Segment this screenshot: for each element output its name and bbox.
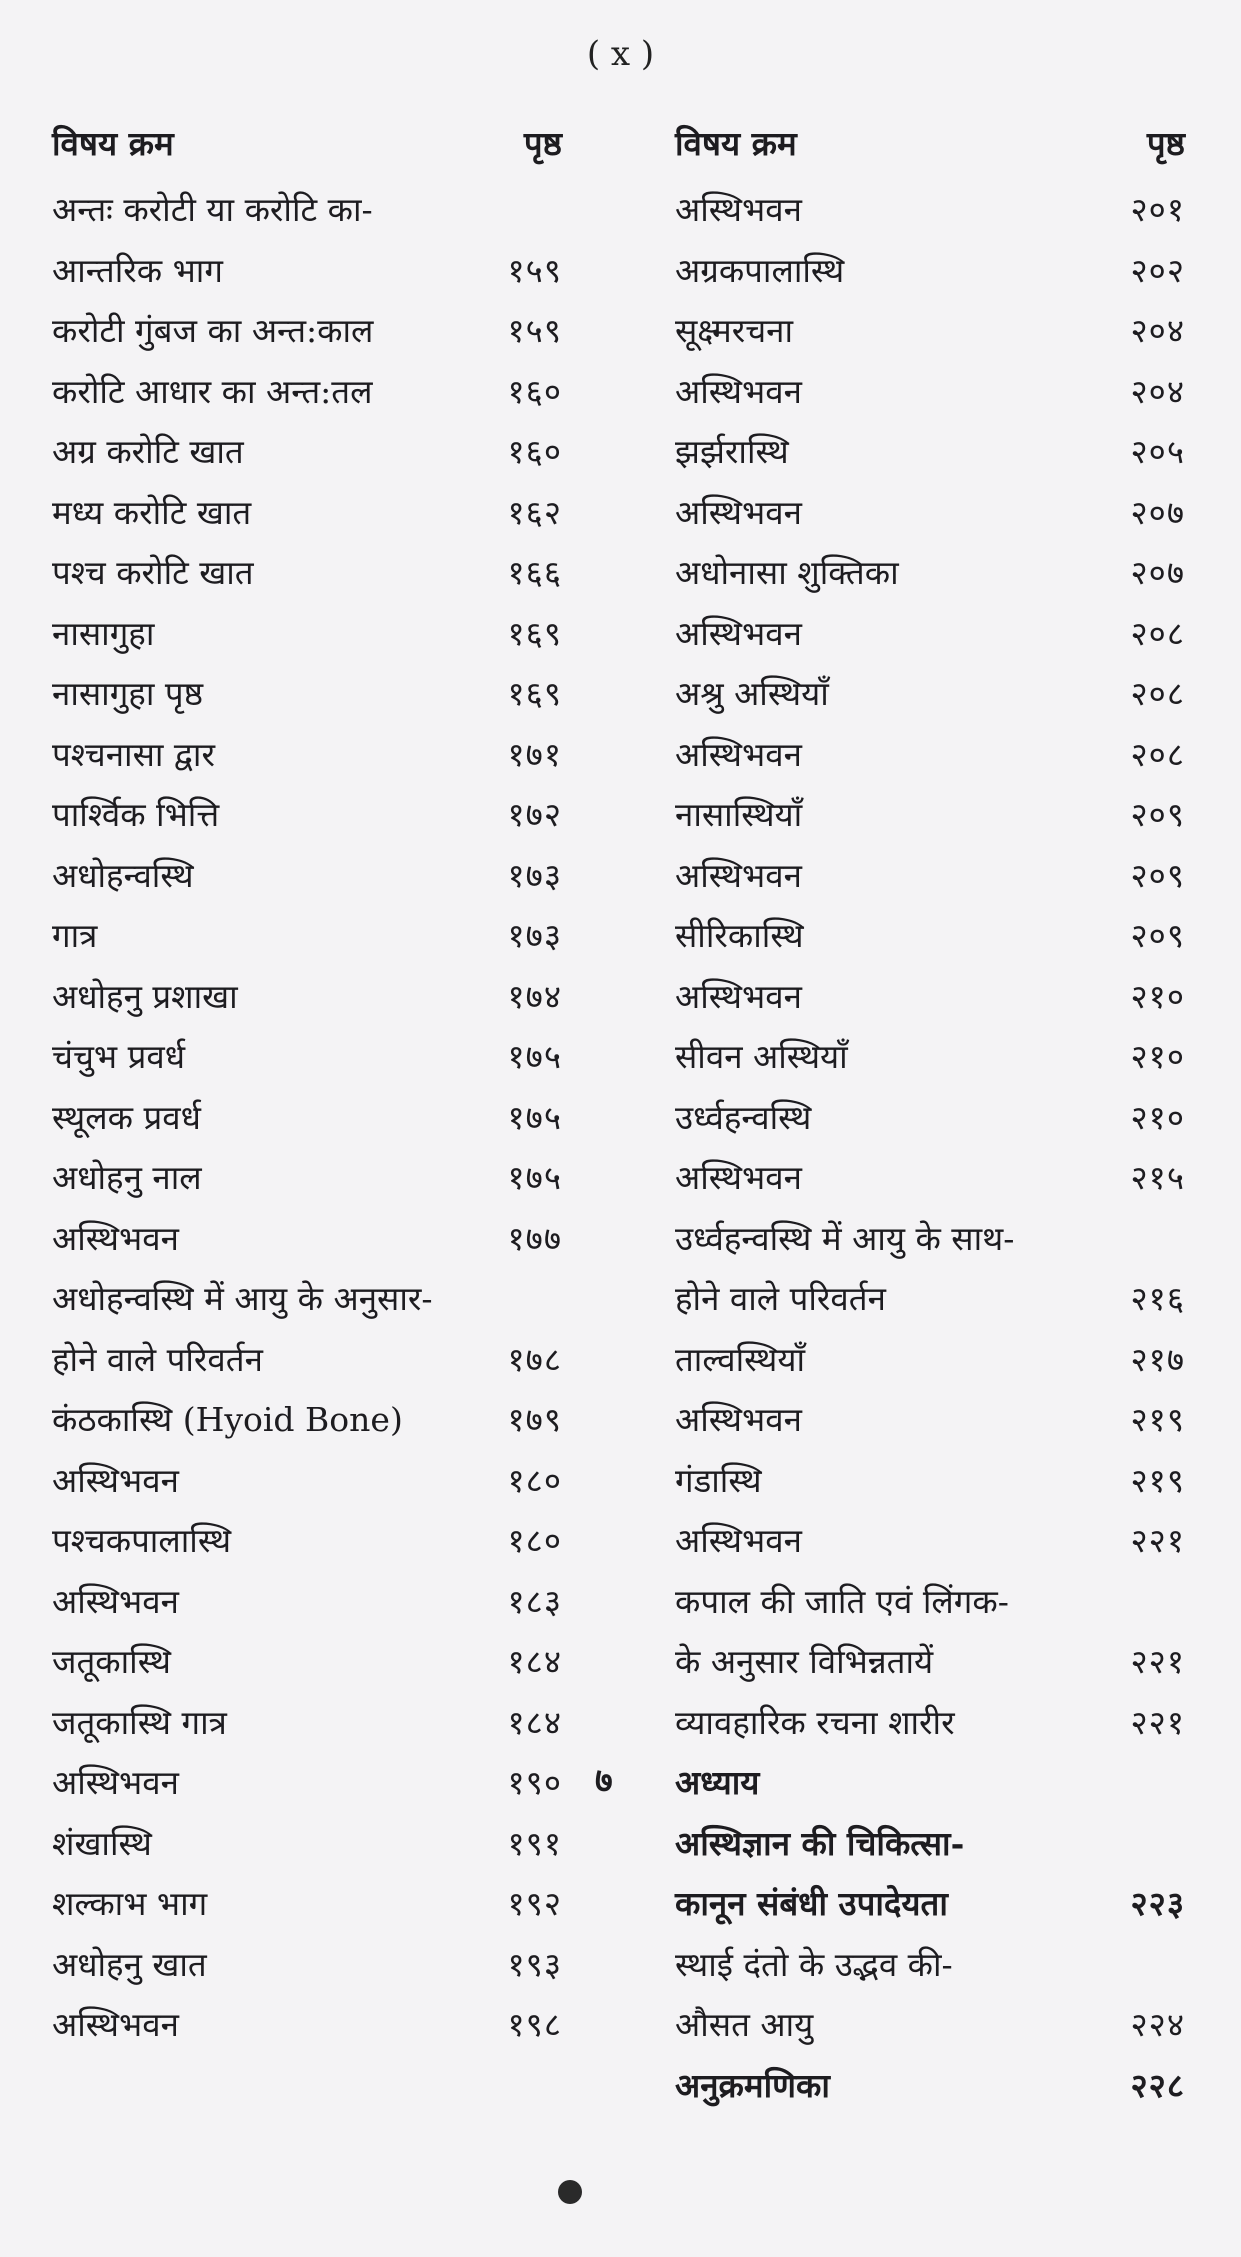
toc-entry-title: कपाल की जाति एवं लिंगक- <box>675 1581 1009 1621</box>
toc-entry-title: अस्थिभवन <box>675 976 802 1016</box>
toc-entry <box>52 1995 562 2056</box>
toc-entry-page: २०८ <box>1130 674 1185 713</box>
toc-entry-title: कानून संबंधी उपादेयता <box>675 1884 948 1923</box>
toc-entry <box>675 1632 1185 1693</box>
toc-entry <box>675 1390 1185 1451</box>
toc-entry-page: २२८ <box>1130 2065 1185 2105</box>
toc-entry-title: अस्थिभवन <box>675 1521 802 1560</box>
toc-entry <box>675 543 1185 604</box>
toc-entry-title: उर्ध्वहन्वस्थि <box>675 1097 812 1137</box>
toc-entry-title: सीवन अस्थियाँ <box>675 1037 848 1076</box>
toc-entry-page: २०२ <box>1130 250 1185 290</box>
toc-entry <box>675 422 1185 483</box>
toc-entry-page: २०९ <box>1130 916 1185 955</box>
toc-entry-title: अस्थिभवन <box>52 1218 179 1258</box>
toc-entry-page: १९० <box>507 1763 562 1802</box>
toc-entry-page: २२१ <box>1130 1642 1185 1681</box>
toc-entry <box>675 241 1185 302</box>
toc-entry-page: २१५ <box>1130 1158 1185 1197</box>
toc-entry <box>52 1874 562 1935</box>
toc-entry-title: अस्थिभवन <box>52 1763 179 1802</box>
toc-entries <box>675 180 1185 2116</box>
toc-entry-title: के अनुसार विभिन्नतायें <box>675 1642 934 1681</box>
toc-entry-page: १७३ <box>507 916 562 955</box>
toc-entry-page: १८४ <box>507 1642 562 1681</box>
toc-entry <box>675 725 1185 786</box>
toc-entry <box>675 846 1185 907</box>
toc-entry <box>52 543 562 604</box>
toc-entry <box>675 664 1185 725</box>
toc-entry-page: १७५ <box>507 1037 562 1076</box>
toc-entry <box>675 967 1185 1028</box>
toc-entry-title: करोटी गुंबज का अन्त:काल <box>52 311 374 350</box>
toc-entry-title: गंडास्थि <box>675 1460 762 1500</box>
toc-entry-page: १८० <box>507 1460 562 1500</box>
toc-entry <box>675 301 1185 362</box>
page-number: ( x ) <box>586 34 655 74</box>
toc-entry <box>675 1088 1185 1149</box>
toc-entry-page: २१७ <box>1130 1339 1185 1379</box>
toc-left-column <box>52 120 562 2056</box>
toc-entry-title: अश्रु अस्थियाँ <box>675 674 829 713</box>
toc-entry <box>52 301 562 362</box>
toc-entry <box>675 1572 1185 1633</box>
toc-entry-page: २०४ <box>1130 371 1185 411</box>
toc-entry-page: १५९ <box>507 311 562 350</box>
toc-entry-page: १९८ <box>507 2005 562 2044</box>
toc-entry-page: २०५ <box>1130 432 1185 471</box>
toc-entry-title: अस्थिभवन <box>675 371 802 411</box>
toc-entry-title: अधोहनु नाल <box>52 1158 202 1197</box>
toc-entry <box>675 1511 1185 1572</box>
chapter-number: ७ <box>595 1761 613 1801</box>
header-subject: विषय क्रम <box>52 124 174 163</box>
toc-entry-title: पार्श्विक भित्ति <box>52 795 220 834</box>
toc-entry <box>675 604 1185 665</box>
toc-entry-title: अधोहन्वस्थि <box>52 855 194 895</box>
toc-entry-title: अनुक्रमणिका <box>675 2065 830 2105</box>
toc-entry-title: उर्ध्वहन्वस्थि में आयु के साथ- <box>675 1218 1015 1258</box>
toc-entry-title: अस्थिभवन <box>52 1581 179 1621</box>
toc-entry-page: १६९ <box>507 613 562 653</box>
toc-entry <box>675 785 1185 846</box>
toc-entry-title: सूक्ष्मरचना <box>675 311 794 350</box>
toc-entry-page: १६९ <box>507 674 562 713</box>
toc-entry-page: १७४ <box>507 976 562 1016</box>
toc-entry-title: अस्थिभवन <box>675 1158 802 1197</box>
toc-entry-title: नासास्थियाँ <box>675 795 803 834</box>
toc-entry-page: १७९ <box>507 1400 562 1439</box>
toc-entry-page: २१० <box>1130 1097 1185 1137</box>
toc-entry <box>52 1451 562 1512</box>
toc-header <box>675 120 1185 180</box>
toc-entry <box>52 1390 562 1451</box>
toc-entry-title: अस्थिभवन <box>52 2005 179 2044</box>
toc-entry-title: अन्तः करोटी या करोटि का- <box>52 190 373 229</box>
toc-entry-page: १७१ <box>507 734 562 774</box>
toc-entry-page: २२१ <box>1130 1702 1185 1742</box>
toc-entry <box>52 1693 562 1754</box>
toc-entry-page: २०१ <box>1130 190 1185 229</box>
toc-entry-page: २२४ <box>1130 2005 1185 2044</box>
toc-entry <box>52 422 562 483</box>
toc-entry-title: शंखास्थि <box>52 1823 152 1863</box>
toc-entry <box>52 604 562 665</box>
toc-entry <box>675 483 1185 544</box>
toc-entry-page: १९१ <box>507 1823 562 1863</box>
toc-entry <box>675 362 1185 423</box>
toc-entry-title: अस्थिज्ञान की चिकित्सा- <box>675 1823 965 1863</box>
toc-entry-page: २१९ <box>1130 1400 1185 1439</box>
toc-entry-page: १७२ <box>507 795 562 834</box>
toc-entry-page: २०९ <box>1130 855 1185 895</box>
toc-entry-title: जतूकास्थि <box>52 1642 171 1681</box>
toc-entry-title: पश्चकपालास्थि <box>52 1521 232 1560</box>
toc-entry-title: मध्य करोटि खात <box>52 492 252 532</box>
toc-entry-page: १८० <box>507 1521 562 1560</box>
toc-entry-page: १९२ <box>507 1884 562 1923</box>
toc-entry-title: अध्याय <box>675 1763 760 1802</box>
toc-entry-title: होने वाले परिवर्तन <box>52 1339 263 1379</box>
toc-entry <box>52 1632 562 1693</box>
toc-entry-page: २०९ <box>1130 795 1185 834</box>
toc-entry <box>52 1027 562 1088</box>
toc-entry-page: १६० <box>507 432 562 471</box>
toc-entry <box>52 725 562 786</box>
toc-entry-title: सीरिकास्थि <box>675 916 804 955</box>
toc-entry-title: स्थूलक प्रवर्ध <box>52 1097 201 1137</box>
toc-entry <box>52 906 562 967</box>
toc-entry-title: अस्थिभवन <box>675 492 802 532</box>
toc-entry-page: १७८ <box>507 1339 562 1379</box>
toc-entry-title: व्यावहारिक रचना शारीर <box>675 1702 955 1742</box>
toc-entry-page: २०७ <box>1130 553 1185 592</box>
bullet-dot-icon <box>558 2180 582 2204</box>
toc-entry <box>52 1088 562 1149</box>
toc-entry <box>675 1451 1185 1512</box>
toc-entry-page: २०४ <box>1130 311 1185 350</box>
toc-entry-page: १७७ <box>507 1218 562 1258</box>
toc-entry-title: अधोनासा शुक्तिका <box>675 553 899 592</box>
toc-entry-title: आन्तरिक भाग <box>52 250 223 290</box>
toc-entry-title: अग्रकपालास्थि <box>675 250 845 290</box>
toc-entry <box>52 1209 562 1270</box>
toc-entry-title: अधोहन्वस्थि में आयु के अनुसार- <box>52 1279 433 1318</box>
toc-entry-title: अधोहनु खात <box>52 1944 207 1984</box>
toc-entry-title: पश्च करोटि खात <box>52 553 254 592</box>
header-page: पृष्ठ <box>523 124 562 163</box>
toc-entry <box>52 1935 562 1996</box>
toc-entry-title: झर्झरास्थि <box>675 432 789 471</box>
toc-entry-page: १७५ <box>507 1158 562 1197</box>
toc-entry-page: २१९ <box>1130 1460 1185 1500</box>
toc-entry-page: २०८ <box>1130 613 1185 653</box>
toc-entry-title: ताल्वस्थियाँ <box>675 1339 806 1379</box>
toc-entry <box>675 1874 1185 1935</box>
toc-entries <box>52 180 562 2056</box>
toc-entry-page: १७५ <box>507 1097 562 1137</box>
toc-entry <box>675 1027 1185 1088</box>
toc-entry-title: चंचुभ प्रवर्ध <box>52 1037 186 1076</box>
toc-entry-page: १८४ <box>507 1702 562 1742</box>
toc-entry <box>675 1693 1185 1754</box>
toc-entry-page: २२३ <box>1130 1884 1185 1923</box>
toc-entry <box>52 1330 562 1391</box>
toc-entry <box>52 785 562 846</box>
toc-entry <box>675 1330 1185 1391</box>
toc-entry <box>52 1572 562 1633</box>
toc-entry-title: अस्थिभवन <box>52 1460 179 1500</box>
toc-entry-title: अस्थिभवन <box>675 613 802 653</box>
toc-entry-title: अस्थिभवन <box>675 190 802 229</box>
toc-entry <box>52 1753 562 1814</box>
toc-entry-title: जतूकास्थि गात्र <box>52 1702 227 1742</box>
toc-entry <box>675 1935 1185 1996</box>
toc-entry <box>675 1269 1185 1330</box>
toc-entry <box>52 664 562 725</box>
toc-entry <box>52 1148 562 1209</box>
header-page: पृष्ठ <box>1146 124 1185 163</box>
toc-entry-title: अग्र करोटि खात <box>52 432 244 471</box>
toc-entry <box>52 180 562 241</box>
toc-entry-page: १६० <box>507 371 562 411</box>
toc-entry-title: करोटि आधार का अन्त:तल <box>52 371 373 411</box>
toc-entry <box>52 1511 562 1572</box>
toc-entry-page: २०८ <box>1130 734 1185 774</box>
header-subject: विषय क्रम <box>675 124 797 163</box>
toc-entry-title: अस्थिभवन <box>675 734 802 774</box>
toc-entry <box>675 1209 1185 1270</box>
toc-entry-title: गात्र <box>52 916 98 955</box>
toc-entry <box>675 1995 1185 2056</box>
toc-entry <box>675 2056 1185 2117</box>
toc-entry <box>52 846 562 907</box>
toc-entry <box>52 483 562 544</box>
toc-header <box>52 120 562 180</box>
toc-entry-title: शल्काभ भाग <box>52 1884 208 1923</box>
toc-entry-title: नासागुहा <box>52 613 155 653</box>
toc-entry-title: अस्थिभवन <box>675 855 802 895</box>
toc-entry <box>52 362 562 423</box>
toc-entry-title: स्थाई दंतो के उद्भव की- <box>675 1944 953 1984</box>
toc-entry-title: अस्थिभवन <box>675 1400 802 1439</box>
toc-entry-page: २२१ <box>1130 1521 1185 1560</box>
toc-entry-title: अधोहनु प्रशाखा <box>52 976 238 1016</box>
toc-entry <box>52 1814 562 1875</box>
toc-entry <box>675 1753 1185 1814</box>
toc-entry-page: २१६ <box>1130 1279 1185 1318</box>
toc-entry-page: २१० <box>1130 1037 1185 1076</box>
toc-entry-title: होने वाले परिवर्तन <box>675 1279 886 1318</box>
toc-entry <box>52 241 562 302</box>
toc-entry-page: २१० <box>1130 976 1185 1016</box>
toc-right-column <box>675 120 1185 2116</box>
toc-entry <box>675 180 1185 241</box>
toc-entry <box>52 1269 562 1330</box>
toc-entry-title: नासागुहा पृष्ठ <box>52 674 204 713</box>
toc-entry <box>52 967 562 1028</box>
toc-entry-page: १९३ <box>507 1944 562 1984</box>
toc-entry-page: १६२ <box>507 492 562 532</box>
toc-entry-page: २०७ <box>1130 492 1185 532</box>
toc-entry-page: १६६ <box>507 553 562 592</box>
toc-entry-page: १७३ <box>507 855 562 895</box>
toc-entry-title: औसत आयु <box>675 2005 814 2044</box>
toc-entry-page: १५९ <box>507 250 562 290</box>
toc-entry-title: पश्चनासा द्वार <box>52 734 215 774</box>
toc-entry <box>675 906 1185 967</box>
toc-entry <box>675 1814 1185 1875</box>
toc-entry-title: कंठकास्थि (Hyoid Bone) <box>52 1400 403 1439</box>
toc-entry-page: १८३ <box>507 1581 562 1621</box>
toc-entry <box>675 1148 1185 1209</box>
